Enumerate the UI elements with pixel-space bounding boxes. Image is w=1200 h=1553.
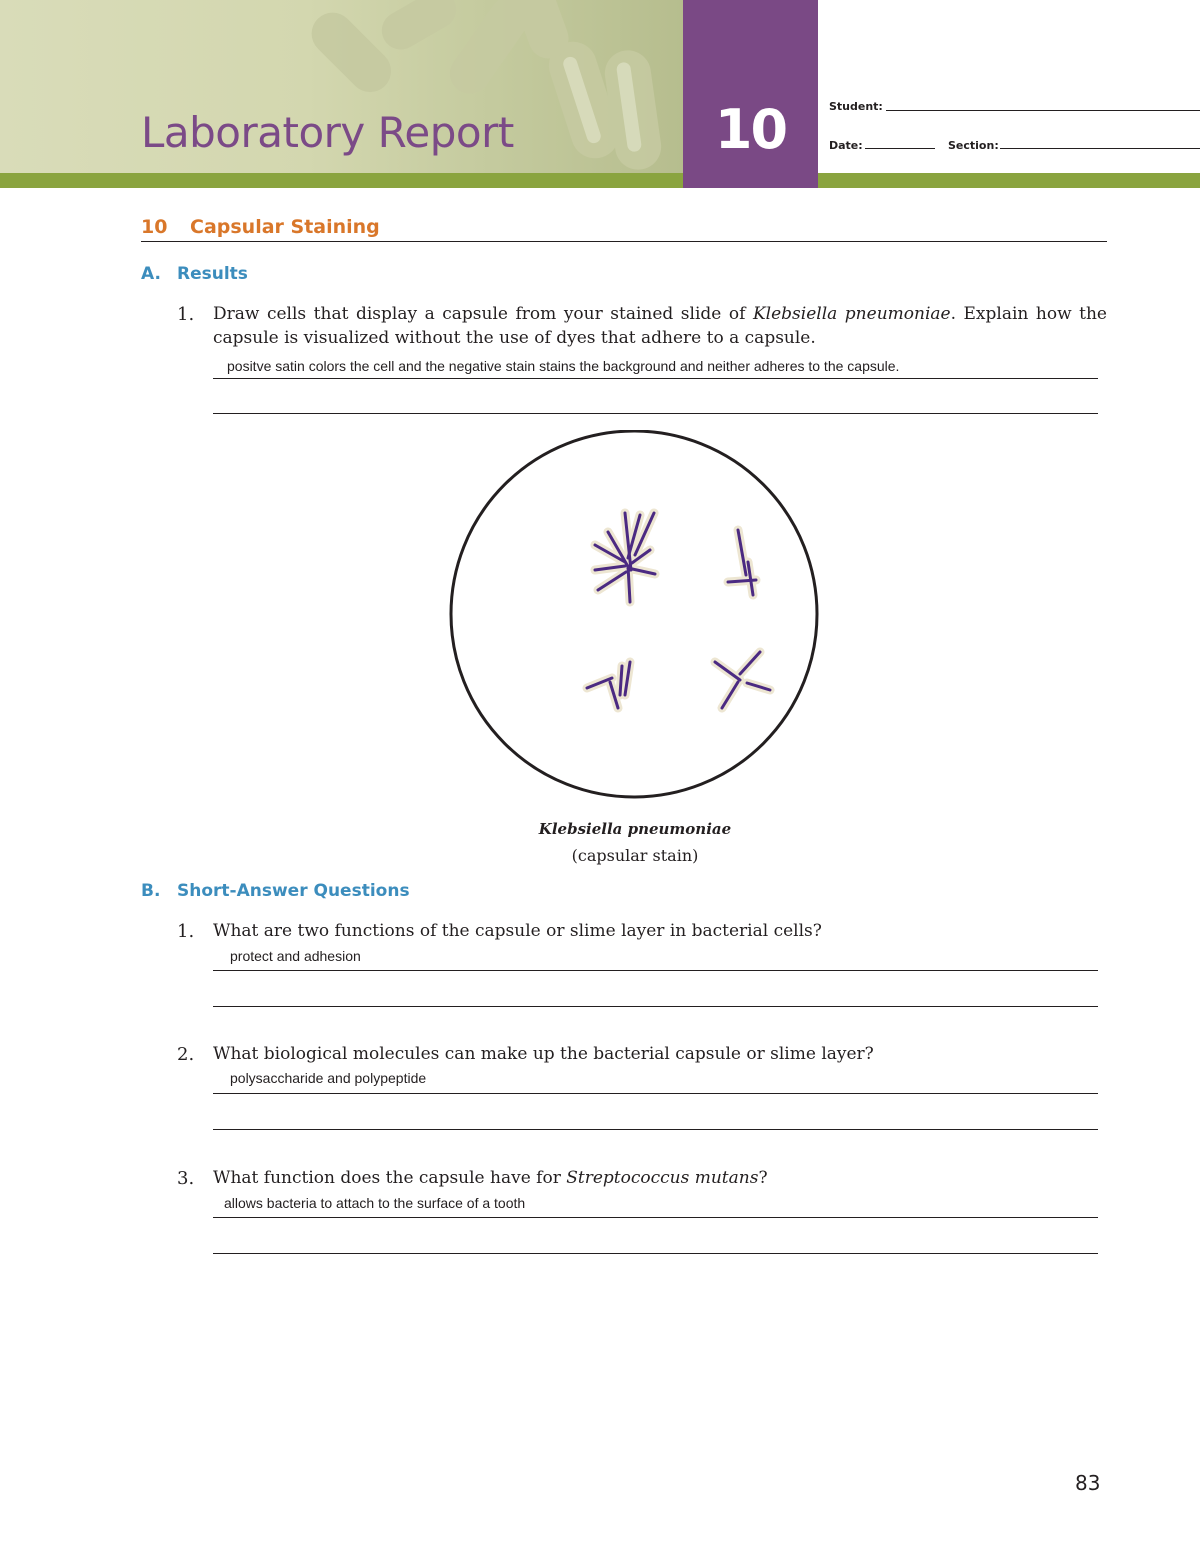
student-label: Student: (829, 100, 883, 113)
page-number: 83 (1075, 1471, 1101, 1495)
section-a-letter: A. (141, 264, 161, 284)
answer-a1[interactable]: positve satin colors the cell and the negative stain stains the background and neither adheres to the capsule. (227, 358, 900, 374)
question-b2-number: 2. (177, 1044, 195, 1065)
organism-name: Klebsiella pneumoniae (752, 304, 951, 324)
answer-line (213, 1253, 1098, 1254)
question-b3-number: 3. (177, 1168, 195, 1189)
question-a1-text: Draw cells that display a capsule from your stained slide of Klebsiella pneumoniae. Explain how the capsule is visualized without the use of dyes that adhere to a capsule. (213, 304, 1107, 348)
answer-b1[interactable]: protect and adhesion (230, 948, 361, 964)
answer-line (213, 1217, 1098, 1218)
figure-caption-stain: (capsular stain) (571, 846, 699, 865)
answer-line (213, 378, 1098, 379)
figure-caption-organism: Klebsiella pneumoniae (538, 820, 732, 838)
section-b-letter: B. (141, 881, 161, 901)
header-banner (0, 0, 685, 173)
question-b3-text: What function does the capsule have for Streptococcus mutans? (213, 1168, 768, 1188)
answer-line (213, 1093, 1098, 1094)
header-bar-left (0, 173, 683, 188)
lab-number: 10 (714, 98, 787, 161)
question-b1-text: What are two functions of the capsule or slime layer in bacterial cells? (213, 921, 822, 941)
answer-b2[interactable]: polysaccharide and polypeptide (230, 1070, 427, 1086)
answer-line (213, 413, 1098, 414)
report-title: Laboratory Report (141, 108, 514, 157)
question-a1-number: 1. (177, 304, 195, 325)
lab-heading-number: 10 (141, 216, 168, 238)
heading-rule (141, 241, 1107, 242)
section-b-title: Short-Answer Questions (177, 881, 410, 901)
header-bar-right (818, 173, 1200, 188)
answer-line (213, 1129, 1098, 1130)
answer-line (213, 970, 1098, 971)
organism-name: Streptococcus mutans (566, 1168, 759, 1188)
answer-line (213, 1006, 1098, 1007)
date-field[interactable] (865, 148, 935, 149)
answer-b3[interactable]: allows bacteria to attach to the surface of a tooth (224, 1195, 526, 1211)
section-field[interactable] (1000, 148, 1200, 149)
date-label: Date: (829, 139, 863, 152)
lab-heading-title: Capsular Staining (190, 216, 380, 238)
question-b1-number: 1. (177, 921, 195, 942)
student-field[interactable] (886, 110, 1200, 111)
section-label: Section: (948, 139, 999, 152)
microscope-field-drawing[interactable] (440, 430, 830, 810)
section-a-title: Results (177, 264, 248, 284)
question-b2-text: What biological molecules can make up the bacterial capsule or slime layer? (213, 1044, 874, 1064)
lab-number-box (683, 0, 818, 188)
field-circle (451, 431, 817, 797)
